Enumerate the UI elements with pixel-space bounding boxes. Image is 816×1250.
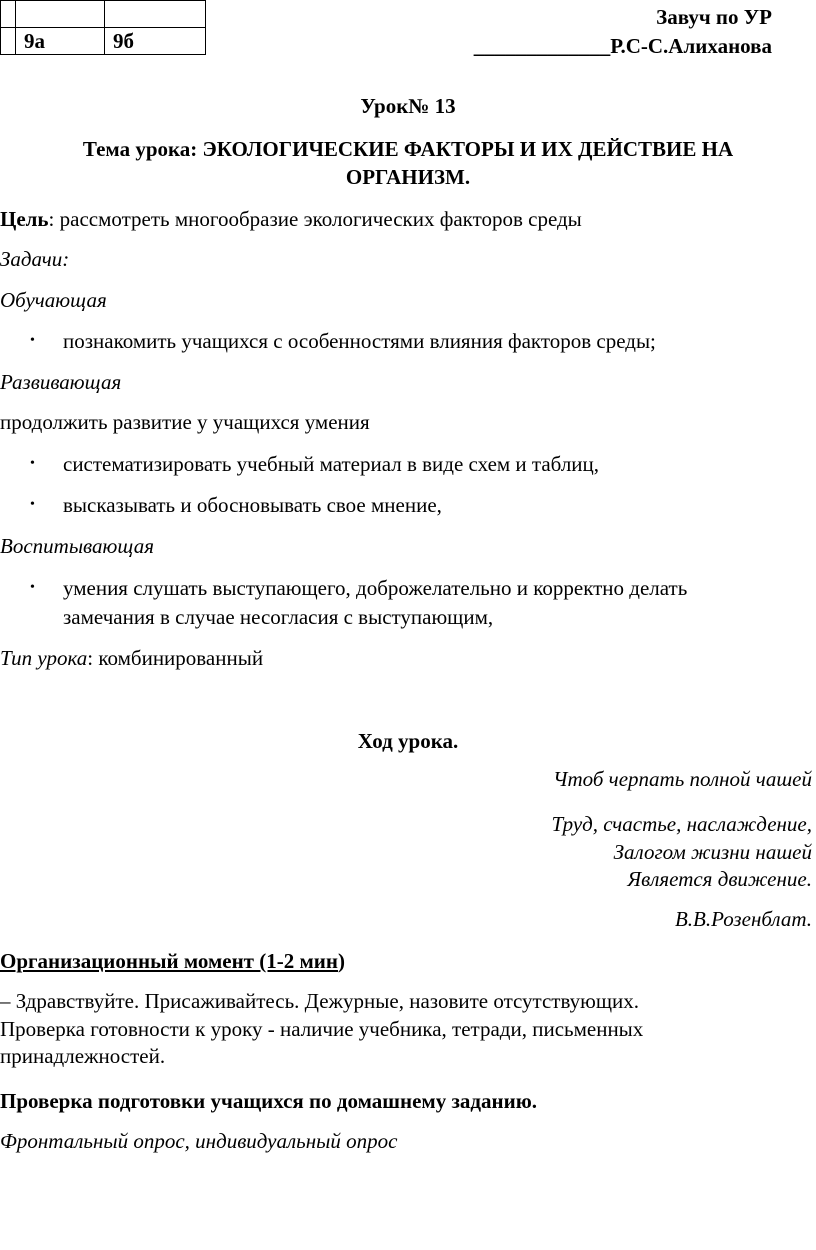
class-table xyxy=(0,0,206,55)
epigraph-line: Чтоб черпать полной чашей xyxy=(553,767,812,791)
upbringing-bullet-line-2: замечания в случае несогласия с выступающим, xyxy=(63,605,494,629)
lesson-number: Урок№ 13 xyxy=(360,94,456,118)
developmental-bullet: систематизировать учебный материал в виде схем и таблиц, xyxy=(63,452,600,476)
bullet-icon: • xyxy=(30,497,35,512)
org-moment-heading-text: Организационный момент (1-2 мин xyxy=(0,949,338,973)
org-moment-heading-close: ) xyxy=(338,949,345,973)
epigraph-author: В.В.Розенблат. xyxy=(674,907,812,931)
developmental-bullet: высказывать и обосновывать свое мнение, xyxy=(63,493,442,517)
class-cell-9b: 9б xyxy=(105,28,206,55)
homework-check-heading: Проверка подготовки учащихся по домашнему заданию. xyxy=(0,1089,538,1113)
class-table-row-2 xyxy=(1,28,206,55)
homework-check-method: Фронтальный опрос, индивидуальный опрос xyxy=(0,1129,398,1153)
epigraph-line: Труд, счастье, наслаждение, xyxy=(551,812,812,836)
org-moment-line: принадлежностей. xyxy=(0,1044,166,1068)
upbringing-bullet-line-1: умения слушать выступающего, доброжелательно и корректно делать xyxy=(63,576,688,600)
org-moment-line: – Здравствуйте. Присаживайтесь. Дежурные, назовите отсутствующих. xyxy=(0,989,640,1013)
course-heading: Ход урока. xyxy=(357,729,459,753)
class-table-cell xyxy=(1,1,16,28)
class-table-row-1 xyxy=(1,1,206,28)
goal-label: Цель xyxy=(0,207,49,231)
class-table-cell xyxy=(105,1,206,28)
bullet-icon: • xyxy=(30,333,35,348)
approver-title: Завуч по УР xyxy=(656,5,772,29)
lesson-type-value: : комбинированный xyxy=(87,646,264,670)
class-cell-9a: 9а xyxy=(16,28,105,55)
topic-label: Тема урока: xyxy=(82,137,203,161)
goal xyxy=(0,206,582,232)
epigraph-line: Залогом жизни нашей xyxy=(613,840,812,864)
class-table-cell xyxy=(16,1,105,28)
lesson-topic-line-2: ОРГАНИЗМ. xyxy=(345,165,471,189)
lesson-topic-line-1 xyxy=(0,136,816,162)
epigraph-line: Является движение. xyxy=(627,867,812,891)
developmental-intro: продолжить развитие у учащихся умения xyxy=(0,410,370,434)
bullet-icon: • xyxy=(30,456,35,471)
lesson-type xyxy=(0,645,263,671)
approver-signature xyxy=(474,33,772,59)
upbringing-label: Воспитывающая xyxy=(0,534,154,558)
topic-text: ЭКОЛОГИЧЕСКИЕ ФАКТОРЫ И ИХ ДЕЙСТВИЕ НА xyxy=(202,137,734,161)
tasks-label: Задачи: xyxy=(0,247,70,271)
lesson-type-label: Тип урока xyxy=(0,646,88,670)
educational-label: Обучающая xyxy=(0,288,107,312)
developmental-label: Развивающая xyxy=(0,370,122,394)
approver-name: Р.С-С.Алиханова xyxy=(610,34,772,58)
org-moment-line: Проверка готовности к уроку - наличие учебника, тетради, письменных xyxy=(0,1017,644,1041)
bullet-icon: • xyxy=(30,580,35,595)
org-moment-heading xyxy=(0,948,345,974)
goal-text: : рассмотреть многообразие экологических факторов среды xyxy=(48,207,582,231)
educational-bullet: познакомить учащихся с особенностями влияния факторов среды; xyxy=(63,329,656,353)
class-table-cell xyxy=(1,28,16,55)
signature-line: _____________ xyxy=(473,34,611,58)
